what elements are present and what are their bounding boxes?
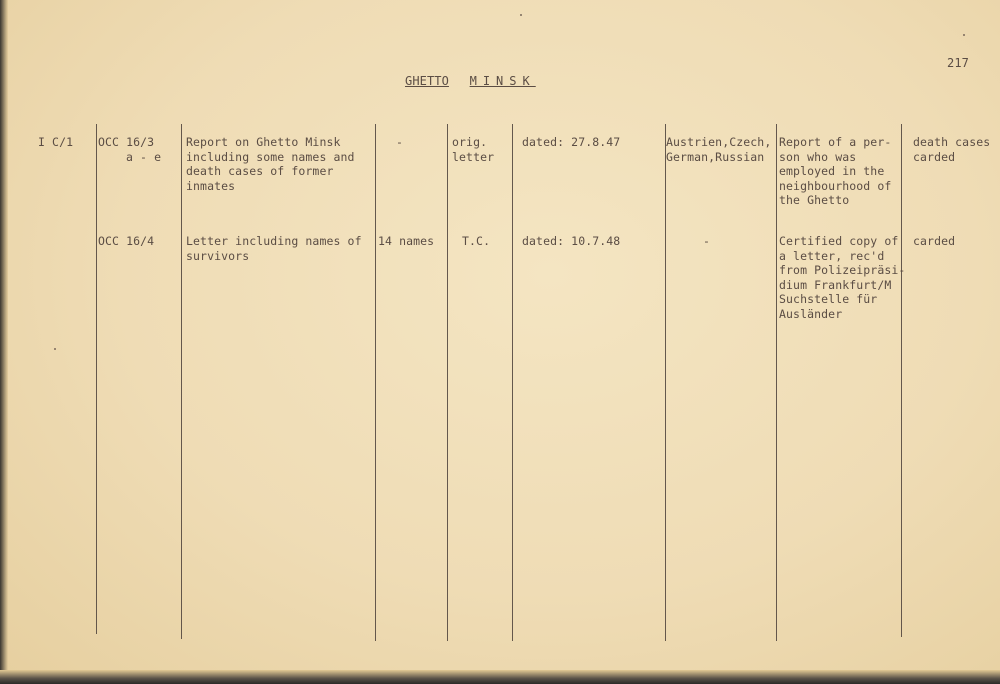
record-2-names: 14 names — [378, 234, 435, 248]
column-rule — [665, 124, 666, 641]
paper-speck — [520, 14, 522, 16]
record-2-remarks: carded — [913, 234, 956, 248]
record-1-description: Report on Ghetto Minsk including some names and death cases of former inmates — [186, 135, 355, 193]
record-1-remarks: death cases carded — [913, 135, 991, 164]
page-bottom-edge — [0, 670, 1000, 684]
record-1-ref: I C/1 — [38, 135, 74, 149]
record-2-date: dated: 10.7.48 — [522, 234, 621, 248]
record-2-nationalities: - — [703, 234, 711, 248]
column-rule — [375, 124, 376, 641]
title-word-ghetto: GHETTO — [405, 74, 449, 88]
record-2-file: OCC 16/4 — [98, 234, 155, 248]
record-2-description: Letter including names of survivors — [186, 234, 362, 263]
record-1-nationalities: Austrien,Czech, German,Russian — [666, 135, 772, 164]
record-1-date: dated: 27.8.47 — [522, 135, 621, 149]
column-rule — [181, 124, 182, 639]
column-rule — [901, 124, 902, 637]
record-1-doc-type: orig. letter — [452, 135, 495, 164]
paper-speck — [54, 348, 56, 350]
page-number: 217 — [947, 56, 969, 70]
record-2-source: Certified copy of a letter, rec'd from Polizeipräsi- dium Frankfurt/M Suchstelle für Ausländer — [779, 234, 906, 321]
record-1-file: OCC 16/3 — [98, 135, 155, 149]
title-word-minsk: MINSK — [469, 74, 536, 88]
record-2-doc-type: T.C. — [462, 234, 491, 248]
paper-speck — [963, 34, 965, 36]
record-1-names: - — [396, 135, 404, 149]
column-rule — [96, 124, 97, 634]
column-rule — [447, 124, 448, 641]
record-1-file-sub: a - e — [126, 150, 162, 164]
column-rule — [776, 124, 777, 641]
record-1-source: Report of a per- son who was employed in the neighbourhood of the Ghetto — [779, 135, 892, 207]
page-binding-shadow — [0, 0, 8, 684]
column-rule — [512, 124, 513, 641]
page-title — [405, 74, 536, 89]
